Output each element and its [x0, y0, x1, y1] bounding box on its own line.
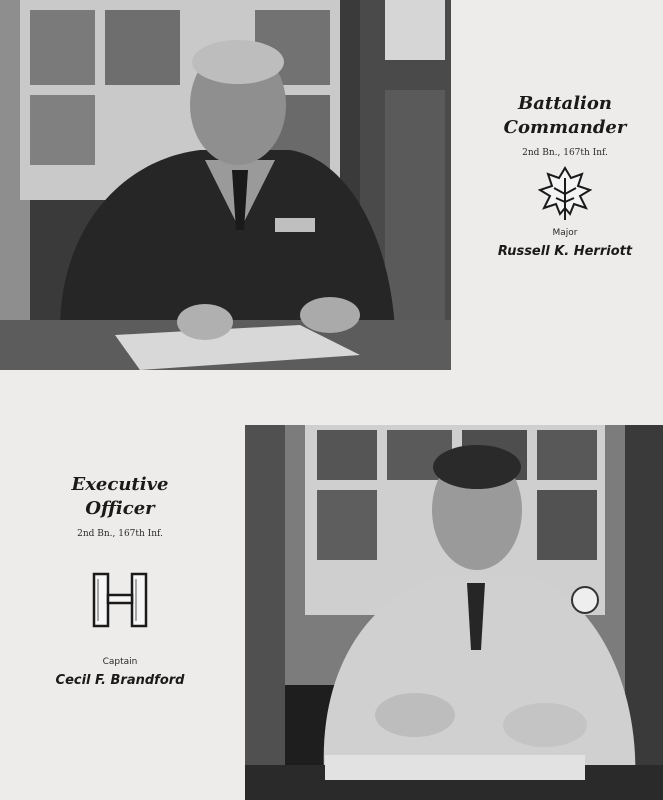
commander-caption	[490, 92, 640, 259]
commander-rank: Major	[552, 228, 578, 238]
executive-name: Cecil F. Brandford	[55, 673, 185, 688]
commander-unit: 2nd Bn., 167th Inf.	[522, 148, 608, 158]
executive-rank: Captain	[102, 657, 138, 667]
executive-title-line1: Executive	[71, 474, 169, 495]
executive-title-line2: Officer	[85, 498, 155, 519]
executive-photo	[245, 425, 663, 800]
executive-unit: 2nd Bn., 167th Inf.	[77, 529, 163, 539]
captain-bars-icon	[90, 571, 150, 629]
commander-title-line1: Battalion	[518, 93, 612, 114]
executive-caption	[40, 473, 200, 688]
commander-name: Russell K. Herriott	[497, 244, 633, 259]
oak-leaf-icon	[538, 164, 592, 224]
commander-title-line2: Commander	[503, 117, 627, 138]
commander-photo	[0, 0, 451, 370]
